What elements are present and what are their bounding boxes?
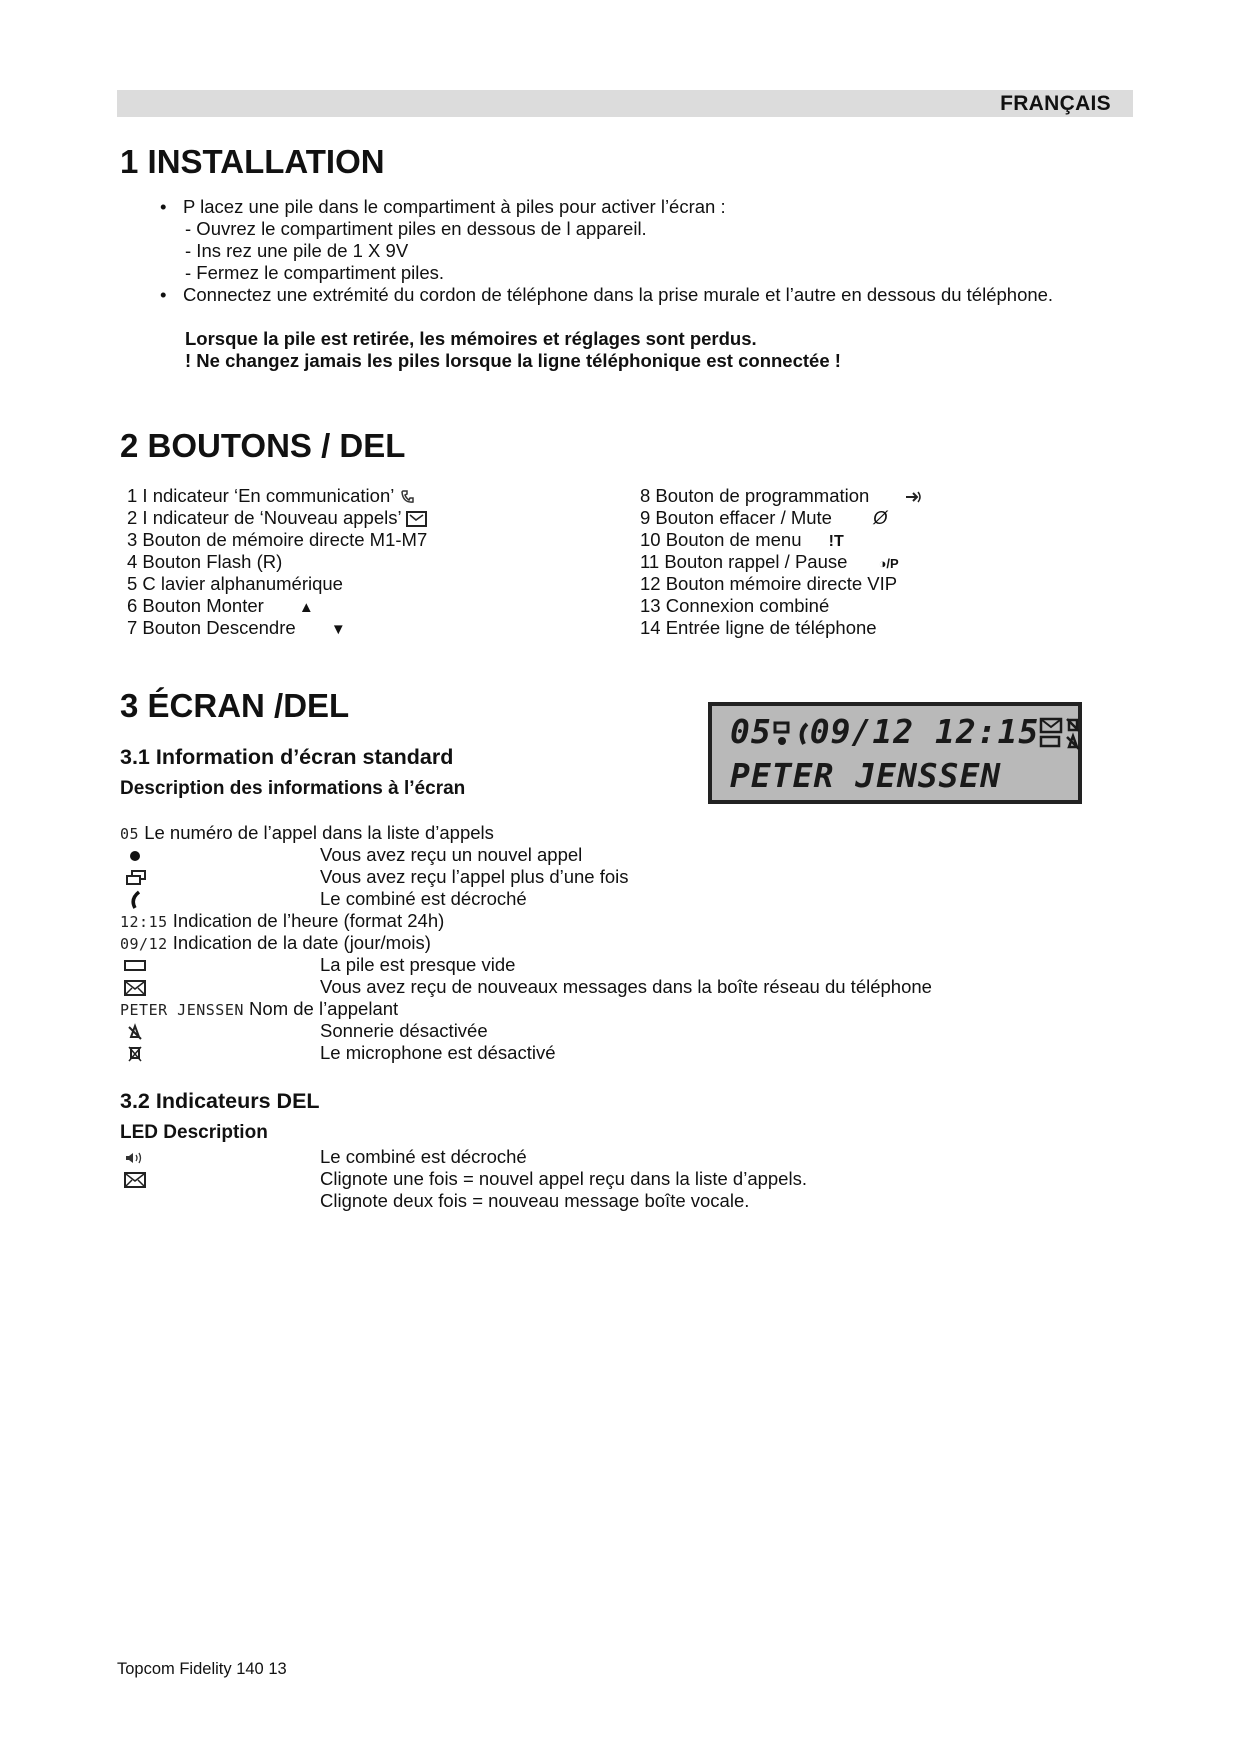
- screen-item-text: Vous avez reçu l’appel plus d’une fois: [320, 866, 629, 887]
- button-item-4: 4 Bouton Flash (R): [127, 551, 283, 572]
- led-item-text: Clignote deux fois = nouveau message boîte vocale.: [320, 1190, 750, 1211]
- led-item-text: Le combiné est décroché: [320, 1146, 527, 1167]
- redial-pause-icon: ◑/P: [878, 556, 899, 571]
- lcd-repeat-dot-icon: [772, 720, 796, 748]
- screen-item-text: Indication de la date (jour/mois): [167, 932, 431, 953]
- warning-line-1: Lorsque la pile est retirée, les mémoires et réglages sont perdus.: [185, 328, 757, 349]
- mic-off-icon: [127, 1045, 143, 1063]
- screen-item-text: Indication de l’heure (format 24h): [167, 910, 445, 931]
- envelope-icon: [124, 979, 148, 997]
- install-step-1: P lacez une pile dans le compartiment à piles pour activer l’écran :: [183, 196, 726, 217]
- button-item-14: 14 Entrée ligne de téléphone: [640, 617, 877, 638]
- lcd-line-1: [730, 712, 1081, 751]
- screen-item-messages: [120, 976, 148, 999]
- install-substep-1: - Ouvrez le compartiment piles en dessous de l appareil.: [185, 218, 647, 239]
- screen-item-code: PETER JENSSEN: [120, 1001, 244, 1019]
- bullet-marker: •: [160, 284, 167, 305]
- lcd-line-2: PETER JENSSEN: [730, 756, 1002, 795]
- screen-item-code: 12:15: [120, 913, 168, 931]
- button-item-8: [640, 485, 924, 508]
- screen-item-text: Sonnerie désactivée: [320, 1020, 488, 1041]
- lcd-call-number: 05: [730, 712, 772, 751]
- led-description-heading: LED Description: [120, 1122, 268, 1143]
- bullet-marker: •: [160, 196, 167, 217]
- button-item-12: 12 Bouton mémoire directe VIP: [640, 573, 898, 594]
- screen-item-text: Vous avez reçu un nouvel appel: [320, 844, 583, 865]
- button-item-label: 11 Bouton rappel / Pause: [640, 551, 848, 572]
- button-item-5: 5 C lavier alphanumérique: [127, 573, 343, 594]
- program-icon: [904, 489, 924, 505]
- button-item-label: 10 Bouton de menu: [640, 529, 802, 550]
- screen-item-call-number: [120, 822, 494, 845]
- screen-item-ringer-off: [120, 1020, 143, 1043]
- down-arrow-icon: ▼: [330, 621, 346, 638]
- up-arrow-icon: ▲: [298, 599, 314, 616]
- screen-item-text: Vous avez reçu de nouveaux messages dans la boîte réseau du téléphone: [320, 976, 932, 997]
- screen-item-text: La pile est presque vide: [320, 954, 516, 975]
- screen-item-caller-name: [120, 998, 398, 1021]
- ringer-off-icon: [127, 1023, 143, 1041]
- screen-item-handset: [120, 888, 142, 911]
- button-item-label: 1 I ndicateur ‘En communication’: [127, 485, 394, 506]
- lcd-handset-icon: [796, 720, 810, 748]
- section-title-screen: 3 ÉCRAN /DEL: [120, 687, 350, 724]
- screen-item-date: [120, 932, 431, 955]
- button-item-11: [640, 551, 899, 574]
- screen-item-code: 09/12: [120, 935, 168, 953]
- in-call-icon: [399, 488, 417, 506]
- subsection-title-led-indicators: 3.2 Indicateurs DEL: [120, 1089, 320, 1113]
- section-title-buttons: 2 BOUTONS / DEL: [120, 427, 406, 464]
- repeat-call-icon: [125, 870, 147, 886]
- install-substep-2: - Ins rez une pile de 1 X 9V: [185, 240, 409, 261]
- button-item-13: 13 Connexion combiné: [640, 595, 830, 616]
- lcd-envelope-battery-icon: [1039, 717, 1065, 751]
- button-item-10: [640, 529, 844, 552]
- screen-item-text: Le combiné est décroché: [320, 888, 527, 909]
- button-item-label: 6 Bouton Monter: [127, 595, 264, 616]
- screen-item-battery: [120, 954, 148, 977]
- lcd-display: [708, 702, 1082, 804]
- button-item-label: 7 Bouton Descendre: [127, 617, 296, 638]
- language-label: FRANÇAIS: [1000, 92, 1111, 115]
- screen-item-text: Le microphone est désactivé: [320, 1042, 556, 1063]
- button-item-7: [127, 617, 346, 640]
- button-item-label: 8 Bouton de programmation: [640, 485, 870, 506]
- screen-item-code: 05: [120, 825, 140, 843]
- battery-icon: [124, 959, 148, 973]
- button-item-2: [127, 507, 428, 530]
- screen-item-mic-off: [120, 1042, 143, 1065]
- handset-icon: [128, 890, 142, 910]
- subsection-title-standard-screen: 3.1 Information d’écran standard: [120, 745, 454, 769]
- speaker-icon: [124, 1151, 144, 1165]
- screen-item-repeat-call: [120, 866, 147, 889]
- screen-item-time: [120, 910, 444, 933]
- screen-item-text: Le numéro de l’appel dans la liste d’appels: [139, 822, 494, 843]
- new-calls-icon: [406, 510, 428, 528]
- description-heading: Description des informations à l’écran: [120, 778, 466, 799]
- page-footer: Topcom Fidelity 140 13: [117, 1660, 287, 1678]
- dot-icon: [128, 849, 142, 863]
- envelope-icon: [124, 1171, 148, 1189]
- section-title-installation: 1 INSTALLATION: [120, 143, 385, 180]
- screen-item-new-call: [120, 844, 142, 867]
- led-item-text: Clignote une fois = nouvel appel reçu dans la liste d’appels.: [320, 1168, 807, 1189]
- language-bar: [117, 90, 1133, 117]
- led-item-message: [120, 1168, 148, 1191]
- button-item-label: 9 Bouton effacer / Mute: [640, 507, 832, 528]
- button-item-1: [127, 485, 417, 508]
- button-item-label: 2 I ndicateur de ‘Nouveau appels’: [127, 507, 401, 528]
- button-item-6: [127, 595, 314, 618]
- mute-icon: Ø: [873, 507, 888, 528]
- button-item-9: [640, 507, 888, 530]
- screen-item-text: Nom de l’appelant: [243, 998, 399, 1019]
- install-substep-3: - Fermez le compartiment piles.: [185, 262, 445, 283]
- button-item-3: 3 Bouton de mémoire directe M1-M7: [127, 529, 428, 550]
- warning-line-2: ! Ne changez jamais les piles lorsque la ligne téléphonique est connectée !: [185, 350, 841, 371]
- lcd-date-time: 09/12 12:15: [809, 712, 1040, 751]
- install-step-2: Connectez une extrémité du cordon de téléphone dans la prise murale et l’autre en dessous du téléphone.: [183, 284, 1054, 305]
- led-item-speaker: [120, 1146, 144, 1169]
- lcd-mic-ringer-off-icon: [1065, 717, 1081, 751]
- menu-icon: ǃT: [828, 533, 844, 550]
